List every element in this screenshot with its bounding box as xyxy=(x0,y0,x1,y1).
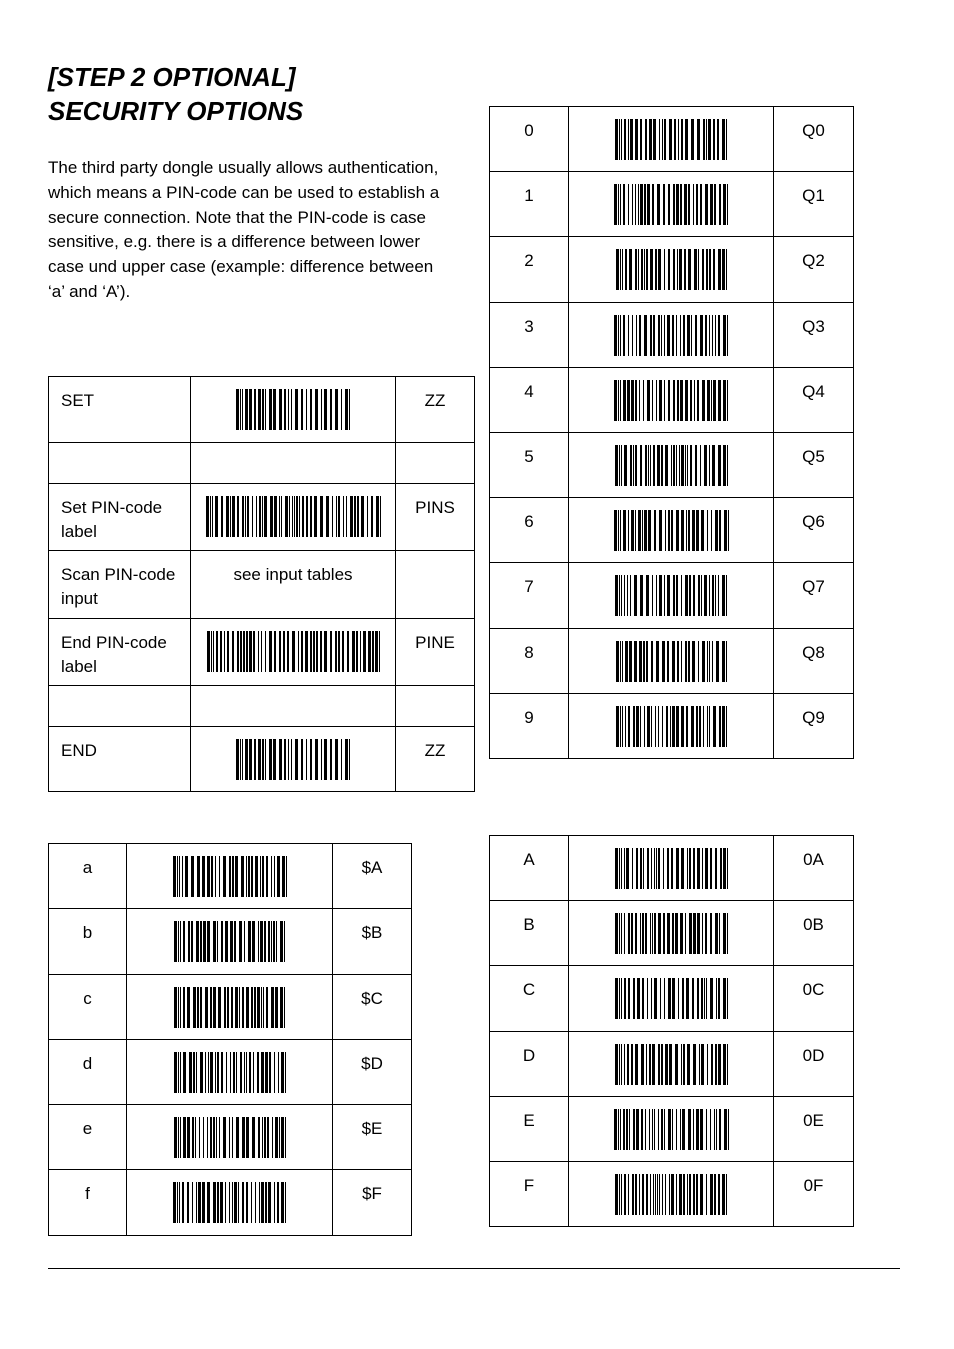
barcode-icon xyxy=(613,978,729,1019)
char-label: f xyxy=(49,1170,127,1235)
char-code: $E xyxy=(333,1105,412,1170)
char-barcode xyxy=(569,1161,774,1226)
barcode-row xyxy=(490,107,854,172)
setup-barcode xyxy=(191,443,396,484)
char-label: c xyxy=(49,974,127,1039)
char-label: 5 xyxy=(490,432,569,497)
setup-label: END xyxy=(49,727,191,792)
char-code: $A xyxy=(333,844,412,909)
setup-row xyxy=(49,377,475,443)
barcode-row xyxy=(490,901,854,966)
char-code: Q0 xyxy=(774,107,854,172)
barcode-icon xyxy=(172,1182,288,1223)
char-code: 0E xyxy=(774,1096,854,1161)
char-barcode xyxy=(569,901,774,966)
setup-label: SET xyxy=(49,377,191,443)
title-line-1: [STEP 2 OPTIONAL] xyxy=(48,62,296,92)
pin-setup-table xyxy=(48,376,475,792)
char-label: d xyxy=(49,1039,127,1104)
barcode-icon xyxy=(172,856,288,897)
char-code: 0B xyxy=(774,901,854,966)
barcode-row xyxy=(490,367,854,432)
char-barcode xyxy=(127,844,333,909)
char-label: 9 xyxy=(490,693,569,758)
char-label: B xyxy=(490,901,569,966)
input-tables-note: see input tables xyxy=(233,565,353,584)
char-label: 0 xyxy=(490,107,569,172)
char-code: $B xyxy=(333,909,412,974)
setup-row xyxy=(49,551,475,619)
barcode-icon xyxy=(172,921,288,962)
barcode-icon xyxy=(613,641,729,682)
char-code: Q3 xyxy=(774,302,854,367)
barcode-icon xyxy=(205,496,381,537)
setup-label: End PIN-code label xyxy=(49,619,191,686)
setup-label xyxy=(49,443,191,484)
setup-code: PINE xyxy=(396,619,475,686)
char-barcode xyxy=(127,909,333,974)
barcode-icon xyxy=(172,1117,288,1158)
setup-label: Set PIN-code label xyxy=(49,484,191,551)
setup-label xyxy=(49,686,191,727)
char-code: Q8 xyxy=(774,628,854,693)
char-code: 0D xyxy=(774,1031,854,1096)
char-label: b xyxy=(49,909,127,974)
barcode-icon xyxy=(235,739,351,780)
barcode-row xyxy=(490,172,854,237)
barcode-icon xyxy=(613,575,729,616)
setup-row xyxy=(49,686,475,727)
barcode-icon xyxy=(172,1052,288,1093)
barcode-icon xyxy=(613,1109,729,1150)
char-code: Q9 xyxy=(774,693,854,758)
char-barcode xyxy=(569,498,774,563)
barcode-icon xyxy=(613,913,729,954)
char-code: $C xyxy=(333,974,412,1039)
barcode-row xyxy=(490,237,854,302)
char-code: 0C xyxy=(774,966,854,1031)
barcode-icon xyxy=(235,389,351,430)
barcode-row xyxy=(490,966,854,1031)
setup-barcode xyxy=(191,484,396,551)
char-label: 7 xyxy=(490,563,569,628)
char-barcode xyxy=(569,107,774,172)
setup-code: ZZ xyxy=(396,727,475,792)
char-barcode xyxy=(569,628,774,693)
barcode-row xyxy=(49,909,412,974)
char-code: $F xyxy=(333,1170,412,1235)
barcode-row xyxy=(490,1161,854,1226)
char-label: C xyxy=(490,966,569,1031)
lowercase-barcode-table xyxy=(48,843,412,1236)
char-code: 0A xyxy=(774,836,854,901)
char-barcode xyxy=(569,1031,774,1096)
setup-row xyxy=(49,619,475,686)
barcode-row xyxy=(490,498,854,563)
char-code: Q6 xyxy=(774,498,854,563)
barcode-icon xyxy=(613,510,729,551)
char-barcode xyxy=(127,974,333,1039)
char-code: Q7 xyxy=(774,563,854,628)
char-barcode xyxy=(127,1039,333,1104)
barcode-icon xyxy=(613,119,729,160)
barcode-row xyxy=(490,693,854,758)
char-barcode xyxy=(127,1105,333,1170)
char-barcode xyxy=(569,172,774,237)
char-label: E xyxy=(490,1096,569,1161)
setup-row xyxy=(49,727,475,792)
setup-code: ZZ xyxy=(396,377,475,443)
title-line-2: SECURITY OPTIONS xyxy=(48,96,304,126)
barcode-icon xyxy=(613,315,729,356)
char-barcode xyxy=(569,432,774,497)
barcode-row xyxy=(49,1170,412,1235)
char-barcode xyxy=(569,367,774,432)
barcode-row xyxy=(49,1039,412,1104)
setup-barcode xyxy=(191,619,396,686)
setup-barcode xyxy=(191,727,396,792)
char-barcode xyxy=(127,1170,333,1235)
char-code: Q2 xyxy=(774,237,854,302)
barcode-row xyxy=(490,563,854,628)
intro-paragraph: The third party dongle usually allows authentication, which means a PIN-code can be used to establish a secure connection. Note that the PIN-code is case sensitive, e.g. there is a difference between lower case und upper case (example: difference between ‘a’ and ‘A’). xyxy=(48,158,440,301)
barcode-icon xyxy=(613,706,729,747)
char-label: 3 xyxy=(490,302,569,367)
char-barcode xyxy=(569,302,774,367)
char-label: a xyxy=(49,844,127,909)
footer-rule xyxy=(48,1268,900,1269)
barcode-icon xyxy=(172,987,288,1028)
barcode-row xyxy=(490,1031,854,1096)
setup-barcode xyxy=(191,686,396,727)
page-title xyxy=(48,60,303,128)
char-barcode xyxy=(569,237,774,302)
char-code: 0F xyxy=(774,1161,854,1226)
barcode-icon xyxy=(613,1044,729,1085)
barcode-icon xyxy=(613,184,729,225)
char-barcode xyxy=(569,693,774,758)
setup-code: PINS xyxy=(396,484,475,551)
barcode-row xyxy=(49,974,412,1039)
barcode-icon xyxy=(613,249,729,290)
char-label: e xyxy=(49,1105,127,1170)
char-label: 6 xyxy=(490,498,569,563)
char-barcode xyxy=(569,1096,774,1161)
barcode-icon xyxy=(613,380,729,421)
char-label: 1 xyxy=(490,172,569,237)
char-code: Q5 xyxy=(774,432,854,497)
char-label: D xyxy=(490,1031,569,1096)
barcode-row xyxy=(490,836,854,901)
barcode-icon xyxy=(205,631,381,672)
char-code: Q4 xyxy=(774,367,854,432)
char-barcode xyxy=(569,836,774,901)
char-code: Q1 xyxy=(774,172,854,237)
barcode-row xyxy=(490,302,854,367)
barcode-row xyxy=(490,1096,854,1161)
barcode-row xyxy=(49,1105,412,1170)
char-label: 8 xyxy=(490,628,569,693)
barcode-icon xyxy=(613,445,729,486)
barcode-icon xyxy=(613,1174,729,1215)
uppercase-barcode-table xyxy=(489,835,854,1227)
char-barcode xyxy=(569,563,774,628)
setup-row xyxy=(49,484,475,551)
setup-code xyxy=(396,443,475,484)
barcode-icon xyxy=(613,848,729,889)
digit-barcode-table xyxy=(489,106,854,759)
char-code: $D xyxy=(333,1039,412,1104)
char-label: 2 xyxy=(490,237,569,302)
setup-barcode xyxy=(191,551,396,619)
setup-barcode xyxy=(191,377,396,443)
setup-code xyxy=(396,686,475,727)
setup-label: Scan PIN-code input xyxy=(49,551,191,619)
char-label: 4 xyxy=(490,367,569,432)
setup-code xyxy=(396,551,475,619)
char-label: A xyxy=(490,836,569,901)
barcode-row xyxy=(490,628,854,693)
char-label: F xyxy=(490,1161,569,1226)
barcode-row xyxy=(490,432,854,497)
barcode-row xyxy=(49,844,412,909)
setup-row xyxy=(49,443,475,484)
char-barcode xyxy=(569,966,774,1031)
